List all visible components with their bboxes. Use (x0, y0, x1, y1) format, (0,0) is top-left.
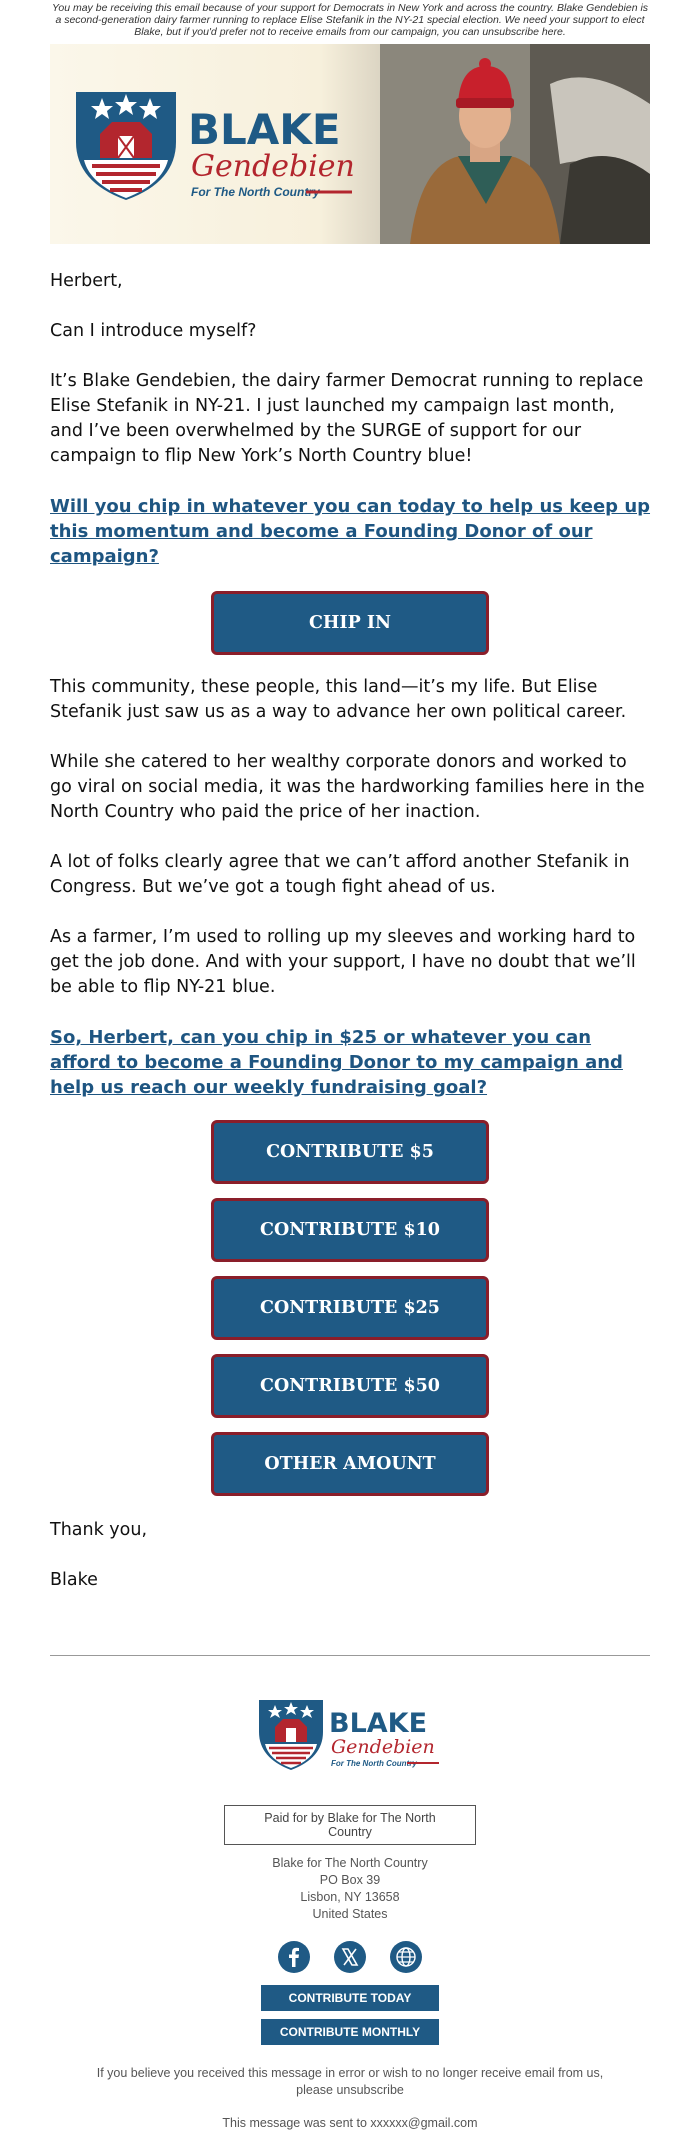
address-line-2: PO Box 39 (319, 1873, 381, 1887)
contribute-50-button[interactable]: CONTRIBUTE $50 (211, 1354, 489, 1418)
address-line-3: Lisbon, NY 13658 (300, 1890, 400, 1904)
logo-tagline: For The North Country (191, 185, 320, 199)
candidate-photo (380, 44, 650, 244)
paragraph-community: This community, these people, this land—it’s my life. But Elise Stefanik just saw us as a way to advance her own political career. (50, 677, 627, 722)
chip-in-button[interactable]: CHIP IN (211, 591, 489, 655)
globe-icon[interactable] (390, 1941, 422, 1973)
sent-to-notice: This message was sent to xxxxxx@gmail.com (222, 2116, 478, 2130)
other-amount-button[interactable]: OTHER AMOUNT (211, 1432, 489, 1496)
paragraph-intro: Can I introduce myself? (50, 321, 257, 341)
contribute-25-button[interactable]: CONTRIBUTE $25 (211, 1276, 489, 1340)
footer-logo (255, 1694, 445, 1774)
ask-link-founding-donor[interactable]: Will you chip in whatever you can today to help us keep up this momentum and become a Founding Donor of our campaign? (50, 496, 651, 567)
paragraph-fight: A lot of folks clearly agree that we can’t afford another Stefanik in Congress. But we’ve got a tough fight ahead of us. (50, 852, 630, 897)
contribute-5-button[interactable]: CONTRIBUTE $5 (211, 1120, 489, 1184)
header-banner (50, 44, 650, 244)
facebook-icon[interactable] (278, 1941, 310, 1973)
unsubscribe-disclaimer: If you believe you received this message in error or wish to no longer receive email from us, please unsubscribe (96, 2066, 604, 2097)
address-line-1: Blake for The North Country (272, 1856, 428, 1870)
email-body (50, 269, 650, 1593)
social-links (50, 1941, 650, 1973)
greeting: Herbert, (50, 271, 123, 291)
footer-logo-name-top: BLAKE (329, 1708, 428, 1739)
x-icon[interactable] (334, 1941, 366, 1973)
contribute-monthly-button[interactable]: CONTRIBUTE MONTHLY (261, 2019, 439, 2045)
contribute-10-button[interactable]: CONTRIBUTE $10 (211, 1198, 489, 1262)
footer-logo-tagline: For The North Country (331, 1759, 417, 1768)
signoff: Thank you, (50, 1520, 148, 1540)
preheader-text: You may be receiving this email because of your support for Democrats in New York and across the country. Blake Gendebien is a second-generation dairy farmer running to replace Elise Stefanik in the NY-21 special election. We need your support to elect Blake, but if you'd prefer not to receive emails from our campaign, you can unsubscribe here. (51, 2, 649, 38)
address-line-4: United States (312, 1907, 388, 1921)
mailing-address (50, 1855, 650, 1923)
paragraph-campaign: It’s Blake Gendebien, the dairy farmer Democrat running to replace Elise Stefanik in NY-21. I just launched my campaign last month, and I’ve been overwhelmed by the SURGE of support for our campaign to flip New York’s North Country blue! (50, 371, 644, 466)
shield-logo-icon (76, 92, 176, 200)
signature: Blake (50, 1570, 98, 1590)
contribute-today-button[interactable]: CONTRIBUTE TODAY (261, 1985, 439, 2011)
footer-shield-logo-icon (259, 1700, 323, 1770)
ask-link-weekly-goal[interactable]: So, Herbert, can you chip in $25 or whatever you can afford to become a Founding Donor to my campaign and help us reach our weekly fundraising goal? (50, 1027, 623, 1098)
paid-for-disclaimer: Paid for by Blake for The North Country (224, 1805, 476, 1845)
campaign-logo (70, 84, 360, 204)
footer (50, 1656, 650, 2132)
logo-name-bottom: Gendebien (191, 149, 355, 184)
footer-logo-name-bottom: Gendebien (331, 1736, 435, 1758)
paragraph-farmer: As a farmer, I’m used to rolling up my sleeves and working hard to get the job done. And with your support, I have no doubt that we’ll be able to flip NY-21 blue. (50, 927, 636, 997)
paragraph-donors: While she catered to her wealthy corporate donors and worked to go viral on social media, it was the hardworking families here in the North Country who paid the price of her inaction. (50, 752, 645, 822)
logo-name-top: BLAKE (188, 105, 341, 154)
